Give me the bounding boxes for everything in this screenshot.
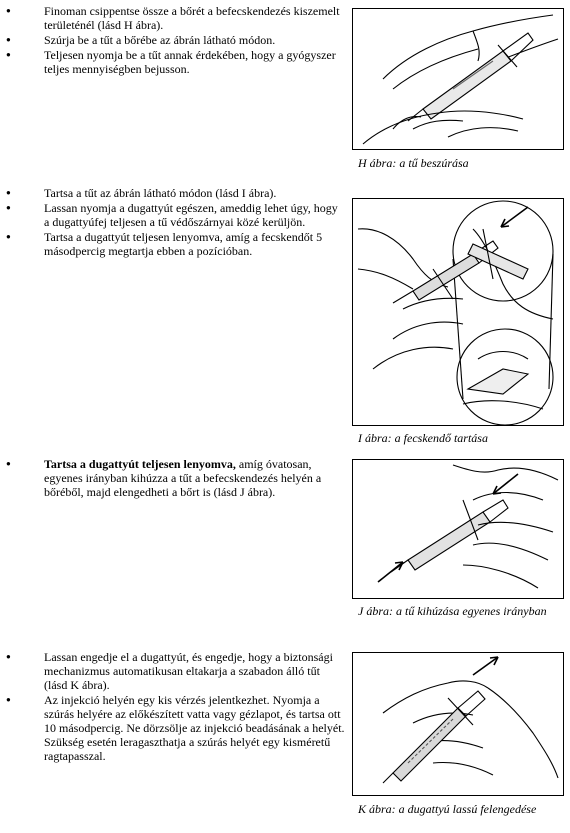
bullet-list-k: [0, 650, 345, 763]
figure-j-needle-withdrawal: [352, 459, 564, 599]
bullet-item: ● Tartsa a dugattyút teljesen lenyomva, amíg a fecskendőt 5 másodpercig megtartja ebben a pozícióban.: [0, 230, 345, 258]
plunger-release-illustration: [353, 653, 563, 795]
bullet-item: [0, 457, 345, 499]
figure-h-needle-insertion: [352, 8, 564, 150]
caption-h: H ábra: a tű beszúrása: [358, 156, 469, 170]
bullet-bold-lead: Tartsa a dugattyút teljesen lenyomva,: [44, 457, 236, 471]
bullet-item: ● Szúrja be a tűt a bőrébe az ábrán látható módon.: [0, 33, 345, 47]
bullet-item: ● Lassan nyomja a dugattyút egészen, ameddig lehet úgy, hogy a dugattyúfej teljesen a tű védőszárnyai közé kerüljön.: [0, 201, 345, 229]
caption-j: J ábra: a tű kihúzása egyenes irányban: [358, 604, 547, 618]
caption-i: I ábra: a fecskendő tartása: [358, 431, 488, 445]
figure-i-holding-syringe: [352, 198, 564, 426]
bullet-list-j: [0, 457, 345, 499]
needle-withdrawal-illustration: [353, 460, 563, 598]
bullet-item: ● Lassan engedje el a dugattyút, és engedje, hogy a biztonsági mechanizmus automatikusan eltakarja a szabadon álló tűt (lásd K ábra).: [0, 650, 345, 692]
figure-k-plunger-release: [352, 652, 564, 796]
bullet-item: ● Finoman csippentse össze a bőrét a befecskendezés kiszemelt területénél (lásd H ábra).: [0, 4, 345, 32]
bullet-list-i: [0, 186, 345, 258]
bullet-item: ● Az injekció helyén egy kis vérzés jelentkezhet. Nyomja a szúrás helyére az előkészített vatta vagy gézlapot, és tartsa ott 10 másodpercig. Ne dörzsölje az injekció beadásának a helyét. Szükség esetén leragaszthatja a szúrás helyét egy kisméretű ragtapasszal.: [0, 693, 345, 763]
bullet-item: ● Tartsa a tűt az ábrán látható módon (lásd I ábra).: [0, 186, 345, 200]
bullet-list-h: [0, 4, 345, 76]
caption-k: K ábra: a dugattyú lassú felengedése: [358, 802, 537, 816]
bullet-item: ● Teljesen nyomja be a tűt annak érdekében, hogy a gyógyszer teljes mennyiségben bejusson.: [0, 48, 345, 76]
syringe-holding-illustration: [353, 199, 563, 425]
bullet-text: amíg óvatosan, egyenes irányban kihúzza a tűt a befecskendezés helyén a bőréből, majd elengedheti a bőrt is (lásd J ábra).: [44, 457, 322, 499]
needle-insertion-illustration: [353, 9, 563, 149]
